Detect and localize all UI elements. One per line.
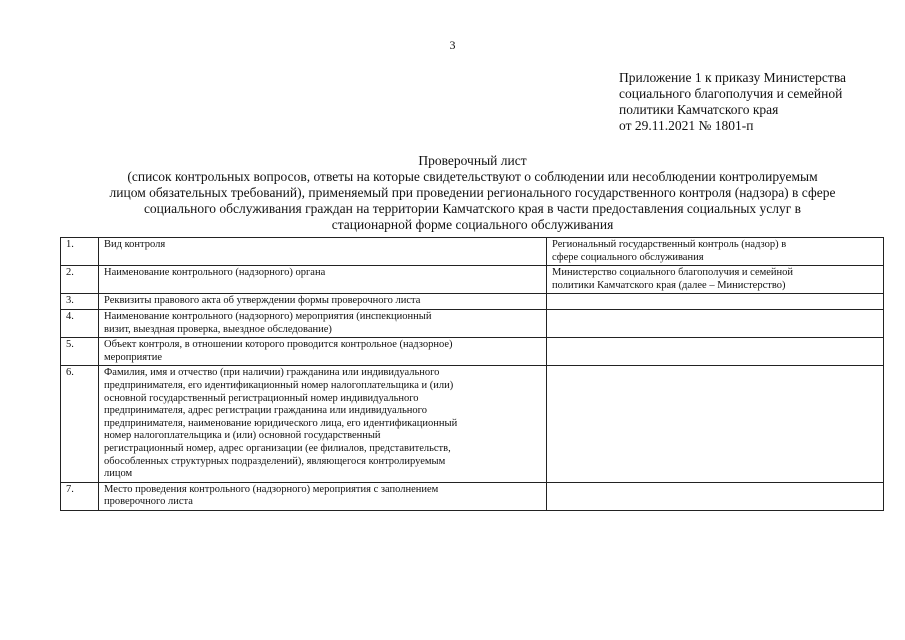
table-row	[61, 309, 884, 337]
appendix-line: политики Камчатского края	[619, 102, 779, 117]
row-item	[99, 238, 547, 266]
title-line: лицом обязательных требований), применяемый при проведении регионального государственного контроля (надзора) в сфере	[109, 185, 836, 200]
title-line: стационарной форме социального обслуживания	[331, 217, 614, 232]
table-row	[61, 266, 884, 294]
value-line: Министерство социального благополучия и семейной	[552, 267, 794, 279]
row-item	[99, 294, 547, 310]
table-row	[61, 238, 884, 266]
item-line: Фамилия, имя и отчество (при наличии) гражданина или индивидуального	[104, 367, 440, 379]
page-number: 3	[449, 38, 456, 52]
item-line: основной государственный регистрационный номер индивидуального	[104, 392, 419, 404]
item-line: номер налогоплательщика и (или) основной государственный	[104, 430, 381, 442]
row-number: 1.	[61, 238, 99, 266]
item-line: предпринимателя, наименование юридического лица, его идентификационный	[104, 417, 458, 429]
table-row	[61, 338, 884, 366]
item-line: визит, выездная проверка, выездное обследование)	[104, 323, 332, 335]
table-row	[61, 294, 884, 310]
document-title	[60, 153, 885, 233]
value-line: Региональный государственный контроль (надзор) в	[552, 239, 787, 250]
row-value	[547, 238, 884, 266]
row-number: 2.	[61, 266, 99, 294]
title-line: социального обслуживания граждан на территории Камчатского края в части предоставления социальных услуг в	[143, 201, 802, 216]
row-value-empty	[547, 309, 884, 337]
item-line: Место проведения контрольного (надзорного) мероприятия с заполнением	[104, 483, 439, 495]
row-item	[99, 482, 547, 510]
row-item	[99, 366, 547, 482]
row-number: 5.	[61, 338, 99, 366]
row-number: 3.	[61, 294, 99, 310]
appendix-line: Приложение 1 к приказу Министерства	[619, 70, 847, 85]
appendix-reference	[619, 70, 889, 134]
row-item	[99, 338, 547, 366]
item-line: мероприятие	[104, 351, 162, 363]
row-value-empty	[547, 338, 884, 366]
item-line: Реквизиты правового акта об утверждении формы проверочного листа	[104, 295, 421, 307]
item-line: обособленных структурных подразделений), являющегося контролируемым	[104, 455, 446, 467]
row-item	[99, 266, 547, 294]
row-value-empty	[547, 366, 884, 482]
row-value	[547, 266, 884, 294]
appendix-line: социального благополучия и семейной	[619, 86, 843, 101]
value-line: политики Камчатского края (далее – Министерство)	[552, 279, 786, 291]
item-line: предпринимателя, его идентификационный номер налогоплательщика и (или)	[104, 379, 454, 391]
table-row	[61, 366, 884, 482]
item-line: Наименование контрольного (надзорного) мероприятия (инспекционный	[104, 310, 432, 322]
appendix-line: от 29.11.2021 № 1801-п	[619, 118, 754, 133]
row-value-empty	[547, 482, 884, 510]
item-line: проверочного листа	[104, 496, 193, 508]
item-line: регистрационный номер, адрес организации (ее филиалов, представительств,	[104, 442, 451, 454]
checklist-table	[60, 237, 884, 511]
row-value-empty	[547, 294, 884, 310]
title-line: (список контрольных вопросов, ответы на которые свидетельствуют о соблюдении или несоблюдении контролируемым	[127, 169, 818, 184]
item-line: Объект контроля, в отношении которого проводится контрольное (надзорное)	[104, 339, 453, 351]
title-heading: Проверочный лист	[418, 153, 527, 168]
row-number: 7.	[61, 482, 99, 510]
item-line: Наименование контрольного (надзорного) органа	[104, 267, 326, 279]
row-number: 4.	[61, 309, 99, 337]
row-item	[99, 309, 547, 337]
row-number: 6.	[61, 366, 99, 482]
table-row	[61, 482, 884, 510]
item-line: лицом	[104, 468, 133, 480]
value-line: сфере социального обслуживания	[552, 251, 704, 263]
item-line: предпринимателя, адрес регистрации гражданина или индивидуального	[104, 405, 427, 417]
item-line: Вид контроля	[104, 239, 166, 250]
